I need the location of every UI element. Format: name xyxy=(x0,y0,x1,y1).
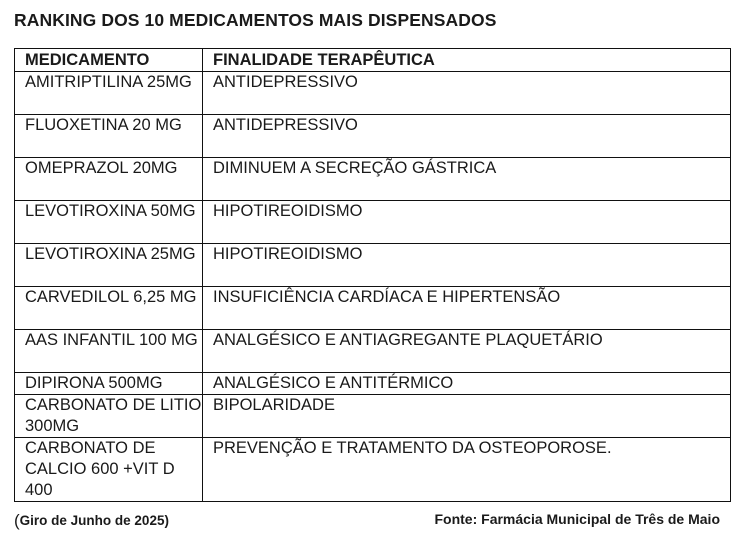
period-note-paren: ( xyxy=(14,511,20,530)
cell-medicamento: CARBONATO DE CALCIO 600 +VIT D 400 xyxy=(15,438,203,502)
cell-medicamento: CARVEDILOL 6,25 MG xyxy=(15,287,203,330)
period-note-text: Giro de Junho de 2025) xyxy=(19,513,169,528)
cell-medicamento: DIPIRONA 500MG xyxy=(15,373,203,395)
source-note: Fonte: Farmácia Municipal de Três de Maio xyxy=(434,511,720,527)
cell-medicamento: FLUOXETINA 20 MG xyxy=(15,115,203,158)
period-note xyxy=(14,511,169,531)
table-row xyxy=(15,72,731,115)
cell-finalidade: HIPOTIREOIDISMO xyxy=(203,244,731,287)
table-row xyxy=(15,115,731,158)
table-row xyxy=(15,287,731,330)
table-row xyxy=(15,438,731,502)
header-medicamento: MEDICAMENTO xyxy=(15,49,203,72)
table-row xyxy=(15,244,731,287)
table-row xyxy=(15,158,731,201)
table-header-row xyxy=(15,49,731,72)
cell-finalidade: PREVENÇÃO E TRATAMENTO DA OSTEOPOROSE. xyxy=(203,438,731,502)
table-row xyxy=(15,373,731,395)
table-row xyxy=(15,330,731,373)
cell-finalidade: BIPOLARIDADE xyxy=(203,395,731,438)
header-finalidade: FINALIDADE TERAPÊUTICA xyxy=(203,49,731,72)
medication-table xyxy=(14,48,731,502)
cell-medicamento: AAS INFANTIL 100 MG xyxy=(15,330,203,373)
cell-finalidade: DIMINUEM A SECREÇÃO GÁSTRICA xyxy=(203,158,731,201)
cell-medicamento: AMITRIPTILINA 25MG xyxy=(15,72,203,115)
cell-finalidade: ANALGÉSICO E ANTITÉRMICO xyxy=(203,373,731,395)
cell-finalidade: ANTIDEPRESSIVO xyxy=(203,115,731,158)
page-title: RANKING DOS 10 MEDICAMENTOS MAIS DISPENSADOS xyxy=(14,10,497,30)
cell-finalidade: ANALGÉSICO E ANTIAGREGANTE PLAQUETÁRIO xyxy=(203,330,731,373)
cell-medicamento: CARBONATO DE LITIO 300MG xyxy=(15,395,203,438)
cell-medicamento: LEVOTIROXINA 50MG xyxy=(15,201,203,244)
table-row xyxy=(15,395,731,438)
cell-finalidade: HIPOTIREOIDISMO xyxy=(203,201,731,244)
cell-finalidade: ANTIDEPRESSIVO xyxy=(203,72,731,115)
cell-medicamento: OMEPRAZOL 20MG xyxy=(15,158,203,201)
cell-finalidade: INSUFICIÊNCIA CARDÍACA E HIPERTENSÃO xyxy=(203,287,731,330)
table-row xyxy=(15,201,731,244)
cell-medicamento: LEVOTIROXINA 25MG xyxy=(15,244,203,287)
